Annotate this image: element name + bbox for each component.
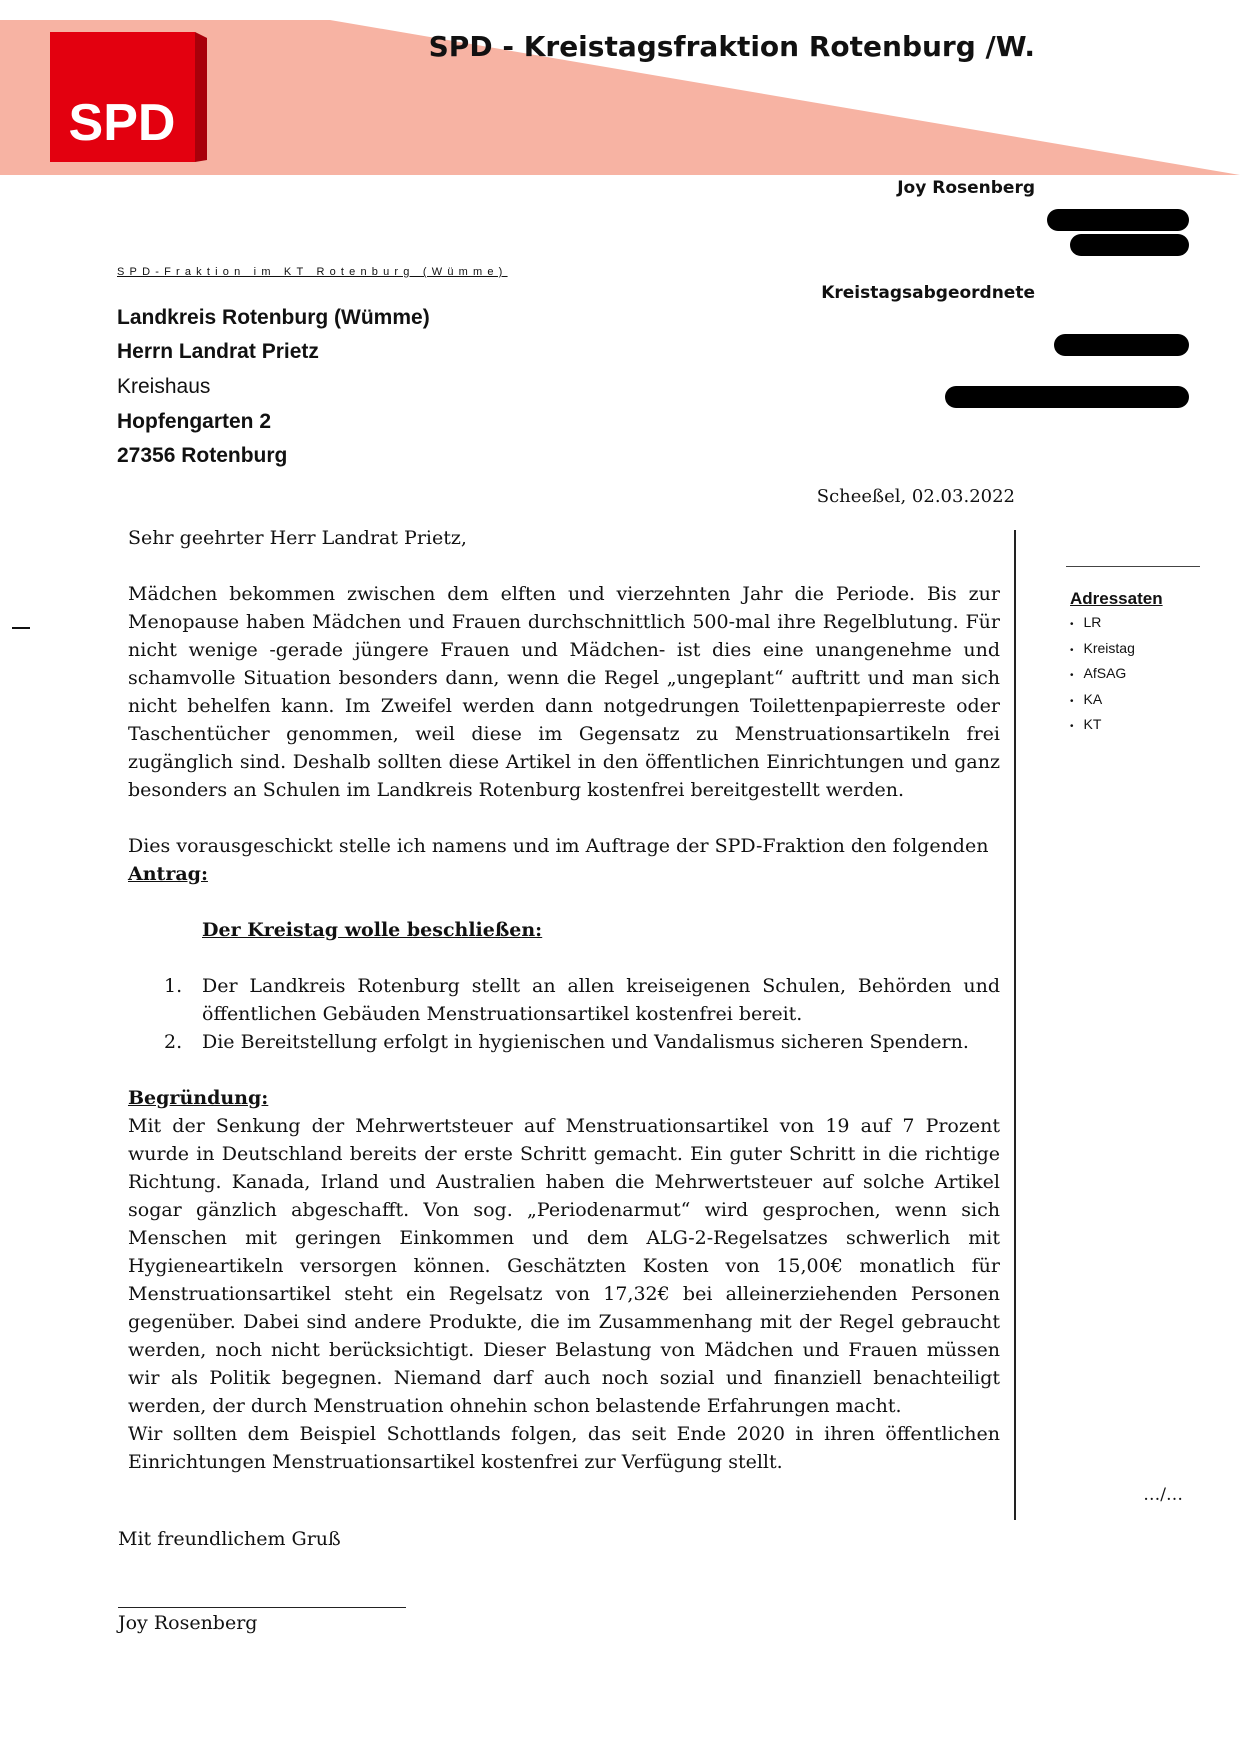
letter-date: Scheeßel, 02.03.2022 [816,486,1015,507]
redacted-block [1054,334,1189,356]
intro-paragraph: Mädchen bekommen zwischen dem elften und vierzehnten Jahr die Periode. Bis zur Menopause haben Mädchen und Frauen durchschnittlich 500-mal ihre Regelblutung. Für nicht wenige -gerade jüngere Frauen und Mädchen- ist dies eine unangenehme und schamvolle Situation besonders dann, wenn die Regel „ungeplant“ auftritt und man sich nicht behelfen kann. Im Zweifel werden dann notgedrungen Toilettenpapierreste oder Taschentücher genommen, weil diese im Gegensatz zu Menstruationsartikeln frei zugänglich sind. Deshalb sollten diese Artikel in den öffentlichen Einrichtungen und ganz besonders an Schulen im Landkreis Rotenburg kostenfrei bereitgestellt werden. [128,583,1000,801]
list-number: 1. [164,975,183,997]
recipient-line: Herrn Landrat Prietz [117,340,319,363]
addressee-item: • LR [1070,611,1135,637]
resolution-list [128,972,1000,1062]
salutation: Sehr geehrter Herr Landrat Prietz, [128,527,467,549]
redacted-block [1070,234,1189,256]
addressees-heading: Adressaten [1070,589,1163,608]
continued-marker: …/… [1143,1485,1183,1505]
party-title: SPD - Kreistagsfraktion Rotenburg /W. [428,30,1035,63]
recipient-line: Hopfengarten 2 [117,410,272,433]
list-text: Die Bereitstellung erfolgt in hygienischen und Vandalismus sicheren Spendern. [202,1031,969,1053]
recipient-line: 27356 Rotenburg [117,444,288,467]
recipient-line: Kreishaus [117,375,211,398]
list-text: Der Landkreis Rotenburg stellt an allen kreiseigenen Schulen, Behörden und öffentlichen Gebäuden Menstruationsartikel kostenfrei bereit. [202,975,1000,1025]
reason-heading: Begründung: [128,1087,269,1109]
addressees-list [1070,611,1135,739]
addressee-item: • KT [1070,713,1135,739]
sender-role: Kreistagsabgeordnete [821,283,1035,303]
list-number: 2. [164,1031,183,1053]
signature-line [118,1607,406,1608]
addressee-item: • KA [1070,688,1135,714]
resolution-heading: Der Kreistag wolle beschließen: [202,919,543,941]
motion-label: Antrag: [128,863,208,885]
redacted-block [945,386,1189,408]
redacted-block [1047,209,1189,231]
header-banner [0,0,1240,190]
return-address: SPD-Fraktion im KT Rotenburg (Wümme) [117,266,508,278]
addressee-item: • Kreistag [1070,637,1135,663]
margin-rule [1014,530,1016,1520]
spd-logo [50,32,207,162]
reason-closing: Wir sollten dem Beispiel Schottlands folgen, das seit Ende 2020 in ihren öffentlichen Einrichtungen Menstruationsartikel kostenfrei zur Verfügung stellt. [128,1423,1000,1473]
sidebar-rule [1066,566,1200,567]
recipient-line: Landkreis Rotenburg (Wümme) [117,306,430,329]
motion-lead: Dies vorausgeschickt stelle ich namens und im Auftrage der SPD-Fraktion den folgenden [128,835,989,857]
reason-paragraph: Mit der Senkung der Mehrwertsteuer auf Menstruationsartikel von 19 auf 7 Prozent wurde in Deutschland bereits der erste Schritt gemacht. Ein guter Schritt in die richtige Richtung. Kanada, Irland und Australien haben die Mehrwertsteuer auf solche Artikel sogar gänzlich abgeschafft. Von sog. „Periodenarmut“ wird gesprochen, wenn sich Menschen mit geringen Einkommen und dem ALG-2-Regelsatzes schwerlich mit Hygieneartikeln versorgen können. Geschätzten Kosten von 15,00€ monatlich für Menstruationsartikel steht ein Regelsatz von 17,32€ bei alleinerziehenden Personen gegenüber. Dabei sind andere Produkte, die im Zusammenhang mit der Regel gebraucht werden, noch nicht berücksichtigt. Dieser Belastung von Mädchen und Frauen müssen wir als Politik begegnen. Niemand darf auch noch sozial und finanziell benachteiligt werden, der durch Menstruation ohnehin schon belastende Erfahrungen macht. [128,1115,1000,1417]
signature-name: Joy Rosenberg [118,1612,258,1634]
fold-mark [12,627,30,629]
sender-name: Joy Rosenberg [897,178,1035,198]
spd-logo-text: SPD [68,94,176,152]
addressee-item: • AfSAG [1070,662,1135,688]
closing: Mit freundlichem Gruß [118,1528,341,1550]
